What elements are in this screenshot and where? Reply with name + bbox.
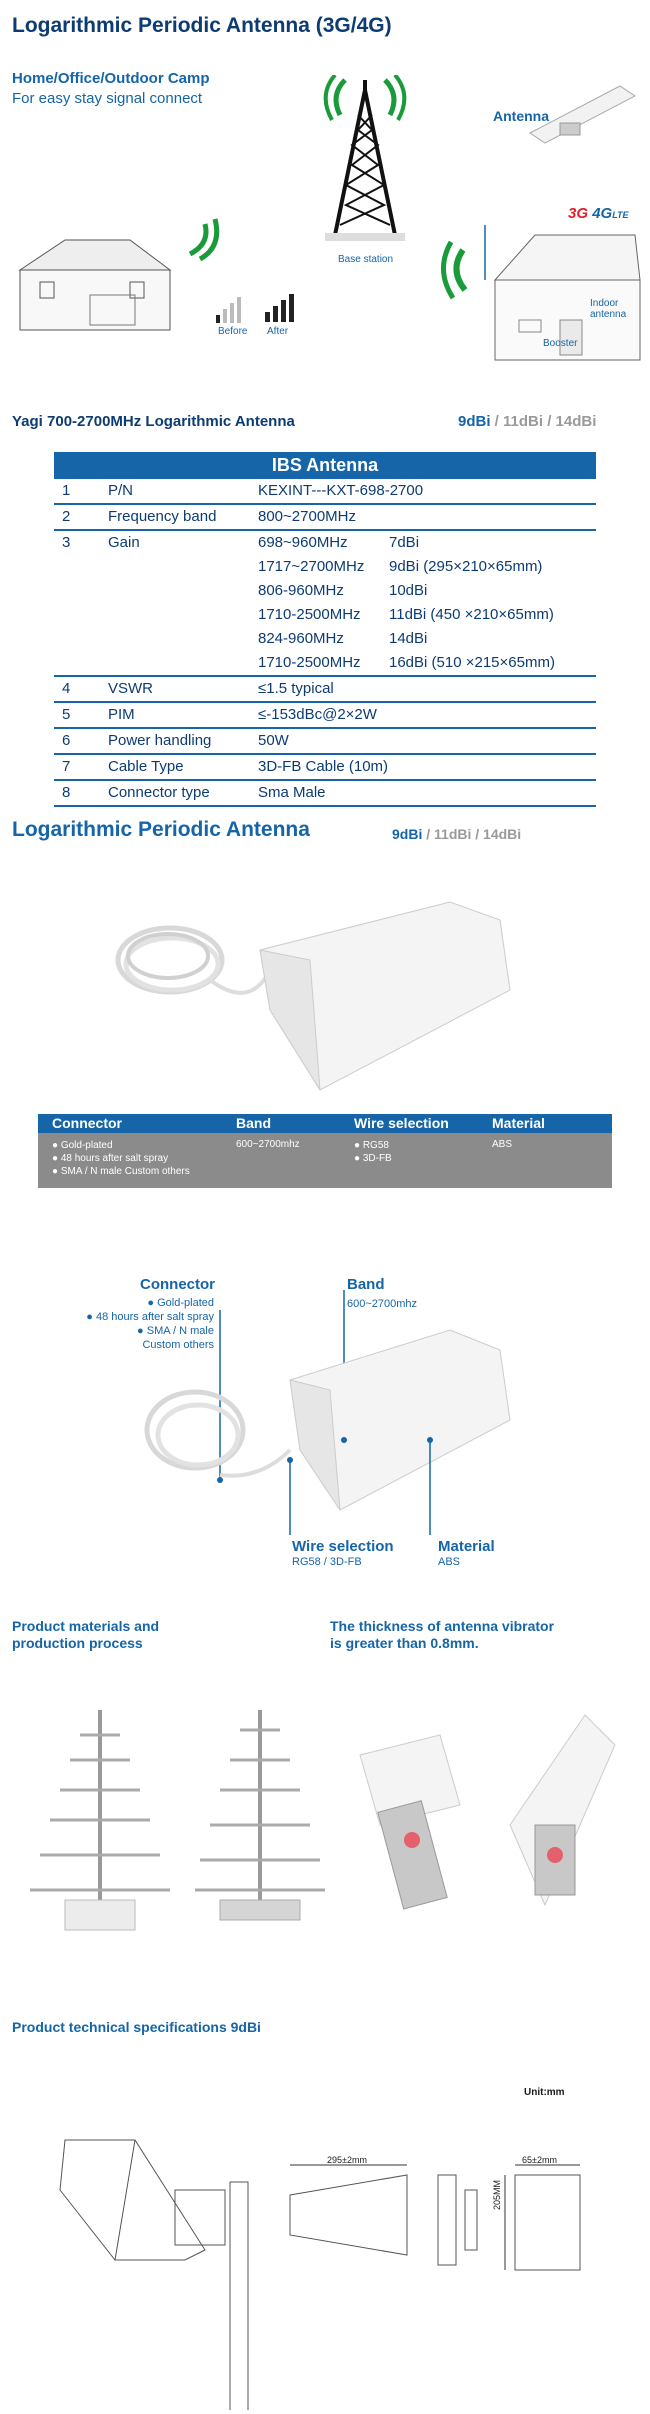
before-label: Before: [218, 326, 248, 337]
signal-bars-before-icon: [215, 295, 245, 323]
dimension-length: 295±2mm: [327, 2155, 367, 2165]
callout-material-title: Material: [438, 1538, 495, 1555]
after-label: After: [267, 326, 289, 337]
internal-vibrator-photo-2: [185, 1705, 335, 1935]
lte-logo: 3G 4GLTE: [568, 205, 629, 222]
callout-wire-title: Wire selection: [292, 1538, 394, 1555]
base-station-label: Base station: [338, 254, 394, 265]
subtitle-line2: For easy stay signal connect: [12, 90, 203, 107]
antenna-label: Antenna: [493, 108, 549, 124]
table-row: 7 Cable Type 3D-FB Cable (10m): [54, 755, 596, 781]
yagi-gain: 9dBi / 11dBi / 14dBi: [458, 413, 597, 430]
house-illustration: [10, 210, 180, 340]
spec-body: ● Gold-plated ● 48 hours after salt spray ● SMA / N male Custom others 600~2700mhz ● RG58 ● 3D-FB ABS: [38, 1133, 612, 1188]
table-row: 4 VSWR ≤1.5 typical: [54, 677, 596, 703]
callout-band-title: Band: [347, 1276, 385, 1293]
base-station-tower-icon: [310, 75, 420, 245]
subtitle-line1: Home/Office/Outdoor Camp: [12, 70, 210, 87]
house-with-booster-illustration: [435, 220, 645, 370]
dimension-height: 205MM: [492, 2179, 502, 2210]
table-row: 5 PIM ≤-153dBc@2×2W: [54, 703, 596, 729]
callout-connector-title: Connector: [140, 1276, 215, 1293]
signal-wave-icon: [180, 214, 230, 264]
unit-label: Unit:mm: [524, 2087, 565, 2098]
ibs-spec-table: [54, 452, 596, 807]
internal-vibrator-photo-1: [25, 1705, 175, 1945]
technical-drawing: [55, 2130, 595, 2410]
dimension-depth: 65±2mm: [522, 2155, 557, 2165]
mount-bracket-photo-1: [350, 1715, 490, 1915]
antenna-illustration: [520, 78, 640, 158]
callout-wire-value: RG58 / 3D-FB: [292, 1556, 362, 1568]
page-title: Logarithmic Periodic Antenna (3G/4G): [12, 14, 392, 37]
yagi-title: Yagi 700-2700MHz Logarithmic Antenna: [12, 413, 295, 430]
table-heading: IBS Antenna: [54, 452, 596, 479]
indoor-antenna-label: Indoor antenna: [590, 298, 627, 320]
callout-material-value: ABS: [438, 1556, 461, 1568]
callout-connector-text: ● Gold-plated ● 48 hours after salt spray ● SMA / N male Custom others: [86, 1297, 214, 1351]
table-row: 1 P/N KEXINT---KXT-698-2700: [54, 479, 596, 505]
tech-specs-title: Product technical specifications 9dBi: [12, 2019, 261, 2035]
section2-title: Logarithmic Periodic Antenna: [12, 818, 310, 841]
spec-header-bar: Connector Band Wire selection Material: [38, 1114, 612, 1133]
table-row: 8 Connector type Sma Male: [54, 781, 596, 807]
section2-gain: 9dBi / 11dBi / 14dBi: [392, 826, 522, 842]
callout-band-value: 600~2700mhz: [347, 1298, 418, 1310]
table-row: 6 Power handling 50W: [54, 729, 596, 755]
booster-label: Booster: [543, 338, 578, 349]
materials-right-title: The thickness of antenna vibrator is greater than 0.8mm.: [330, 1618, 555, 1651]
signal-bars-after-icon: [264, 292, 296, 322]
mount-bracket-photo-2: [495, 1705, 625, 1925]
table-row: 2 Frequency band 800~2700MHz: [54, 505, 596, 531]
antenna-callout-photo: [140, 1290, 520, 1550]
table-row-gain: 3 Gain 698~960MHz 7dBi 1717~2700MHz 9dBi (295×210×65mm) 806-960MHz 10dBi 1710-2500MHz 11dBi (450 ×210×65mm) 824-960MHz 14dBi 1710-2500MHz 16dBi (510 ×215×65mm): [54, 531, 596, 677]
materials-left-title: Product materials and production process: [12, 1618, 160, 1651]
antenna-product-photo: [110, 890, 530, 1100]
